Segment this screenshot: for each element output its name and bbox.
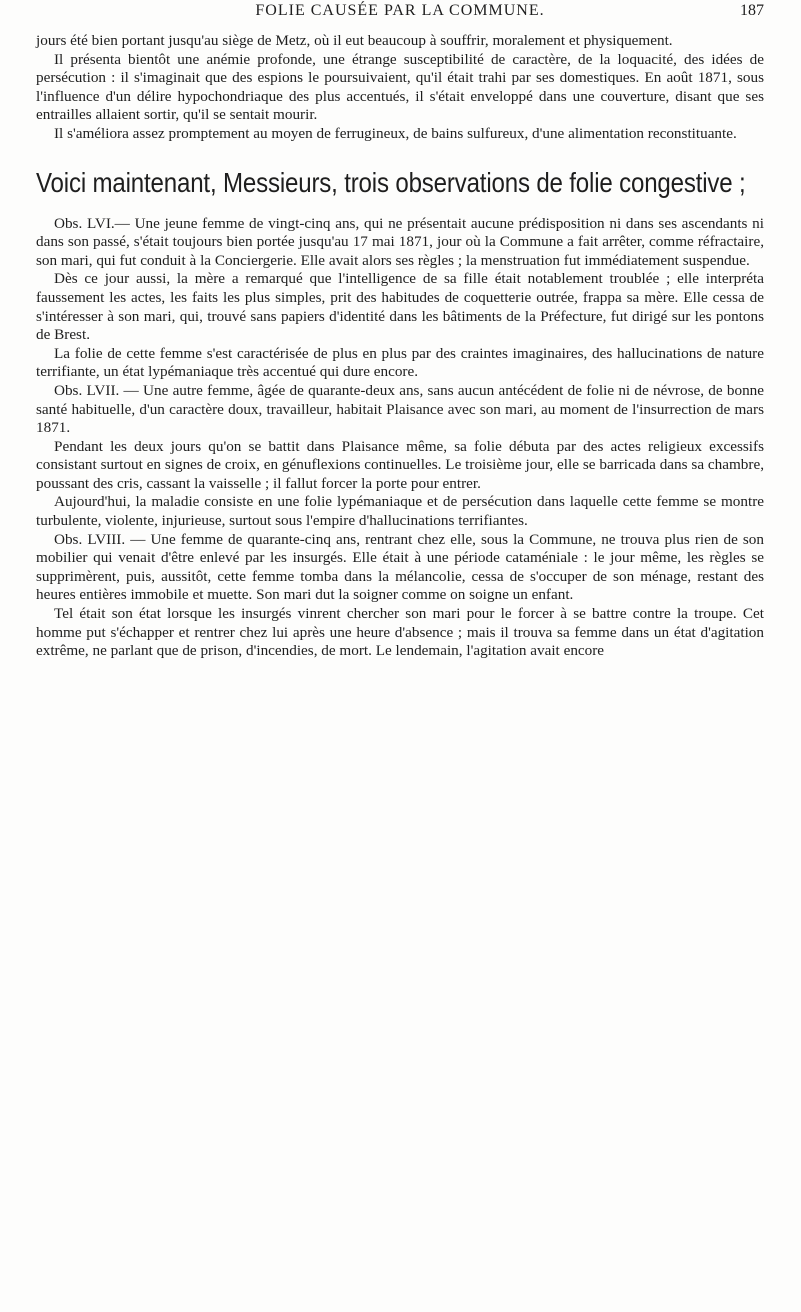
observation-lvi-folie: La folie de cette femme s'est caractérisée de plus en plus par des craintes imaginaires, des hallucinations de nature terrifiante, un état lypémaniaque très accentué qui dure encore. [36, 344, 764, 381]
observation-lvii-maladie: Aujourd'hui, la maladie consiste en une folie lypémaniaque et de persécution dans laquelle cette femme se montre turbulente, violente, injurieuse, surtout sous l'empire d'hallucinations terrifiantes. [36, 493, 764, 530]
observation-lviii-continued: Tel était son état lorsque les insurgés vinrent chercher son mari pour le forcer à se battre contre la troupe. Cet homme put s'échapper et rentrer chez lui après une heure d'absence ; mais il trouva sa femme dans un état d'agitation extrême, ne parlant que de prison, d'incendies, de mort. Le lendemain, l'agitation avait encore [36, 605, 764, 660]
running-head [36, 2, 764, 26]
running-title: FOLIE CAUSÉE PAR LA COMMUNE. [255, 2, 545, 19]
observation-lvii: Obs. LVII. — Une autre femme, âgée de quarante-deux ans, sans aucun antécédent de folie ni de névrose, de bonne santé habituelle, d'un caractère doux, travailleur, habitait Plaisance avec son mari, au moment de l'insurrection de mars 1871. [36, 381, 764, 437]
paragraph-continuation: jours été bien portant jusqu'au siège de Metz, où il eut beaucoup à souffrir, moralement et physiquement. [36, 32, 673, 49]
observation-lviii: Obs. LVIII. — Une femme de quarante-cinq ans, rentrant chez elle, sous la Commune, ne trouva plus rien de son mobilier qui venait d'être enlevé par les insurgés. Elle était à une période cataméniale : le jour même, les règles se supprimèrent, puis, aussitôt, cette femme tomba dans la mélancolie, cessa de s'occuper de son ménage, restant des heures entières immobile et muette. Son mari dut la soigner comme on soigne un enfant. [36, 530, 764, 604]
observation-lvi: Obs. LVI.— Une jeune femme de vingt-cinq ans, qui ne présentait aucune prédisposition ni dans ses ascendants ni dans son passé, s'était toujours bien portée jusqu'au 17 mai 1871, jour où la Commune a fait arrêter, comme réfractaire, son mari, qui fut conduit à la Conciergerie. Elle avait alors ses règles ; la menstruation fut immédiatement suspendue. [36, 214, 764, 269]
observation-lvi-continued: Dès ce jour aussi, la mère a remarqué que l'intelligence de sa fille était notablement troublée ; elle interpréta faussement les actes, les faits les plus simples, prit des habitudes de coquetterie outrée, frappa sa mère. Elle cessa de s'intéresser à son mari, qui, trouvé sans papiers d'identité dans les bâtiments de la Préfecture, fut dirigé sur les pontons de Brest. [36, 270, 764, 344]
observation-lvii-continued: Pendant les deux jours qu'on se battit dans Plaisance même, sa folie débuta par des actes religieux excessifs consistant surtout en signes de croix, en génuflexions continuelles. Le troisième jour, elle se barricada dans sa chambre, poussant des cris, cassant la vaisselle ; il fallut forcer la porte pour entrer. [36, 437, 764, 492]
page-number: 187 [740, 2, 764, 19]
paragraph-amelioration: Il s'améliora assez promptement au moyen de ferrugineux, de bains sulfureux, d'une alimentation reconstituante. [54, 124, 737, 142]
body-text [36, 32, 764, 661]
section-heading: Voici maintenant, Messieurs, trois observations de folie congestive ; [36, 166, 746, 198]
paragraph-anemie: Il présenta bientôt une anémie profonde, une étrange susceptibilité de caractère, de la loquacité, des idées de persécution : il s'imaginait que des espions le poursuivaient, qu'il était trahi par ses domestiques. En août 1871, sous l'influence d'un délire hypochondriaque des plus accentués, il s'était enveloppé dans une couverture, disant que ses entrailles allaient sortir, qu'il se sentait mourir. [36, 50, 764, 124]
